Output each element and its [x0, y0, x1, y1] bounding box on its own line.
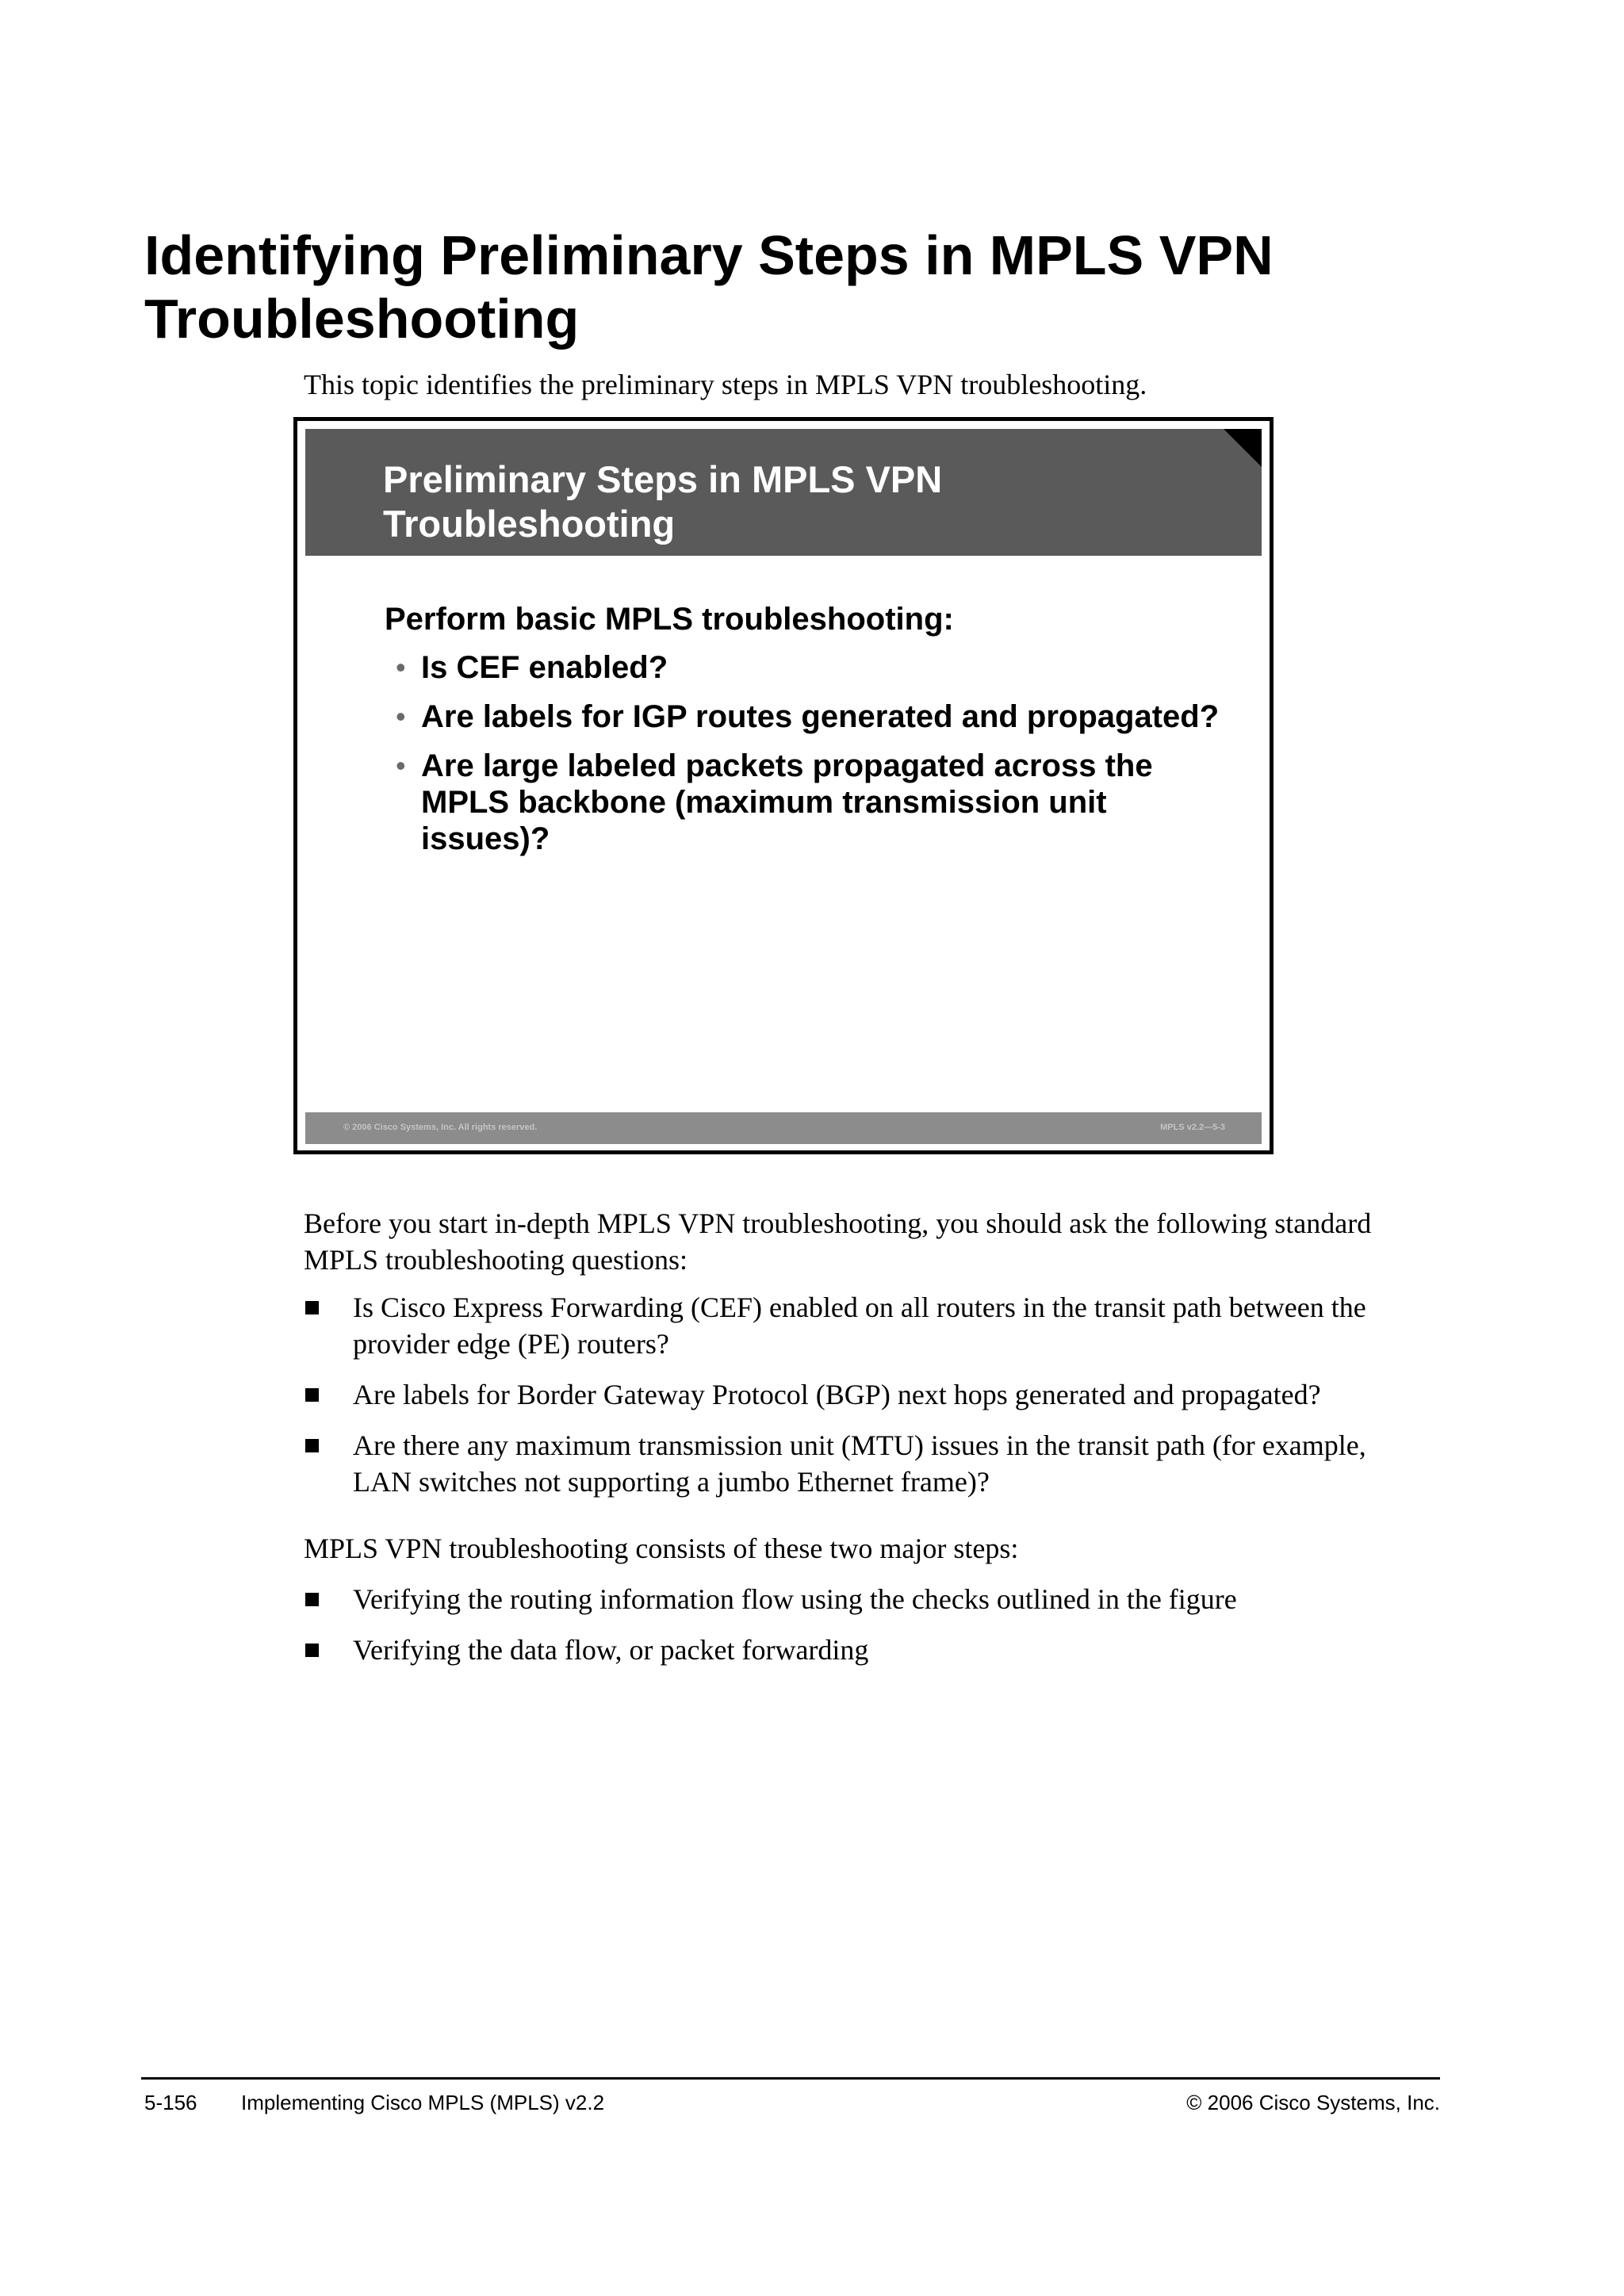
footer-page-number: 5-156: [144, 2091, 197, 2114]
body-paragraph: Before you start in-depth MPLS VPN troubleshooting, you should ask the following standard MPLS troubleshooting questions:: [304, 1207, 1372, 1276]
slide-title: Preliminary Steps in MPLS VPN Troubleshooting: [383, 458, 943, 545]
slide-lead: Perform basic MPLS troubleshooting:: [385, 602, 954, 637]
list-item: Is Cisco Express Forwarding (CEF) enabled on all routers in the transit path between the provider edge (PE) routers?: [304, 1289, 1430, 1362]
footer-copyright: © 2006 Cisco Systems, Inc.: [1186, 2091, 1440, 2114]
bullet-dot-icon: •: [396, 700, 406, 733]
slide-corner-triangle: [1224, 429, 1262, 467]
page-title: Identifying Preliminary Steps in MPLS VPN Troubleshooting: [144, 224, 1274, 350]
bullet-dot-icon: •: [396, 651, 406, 683]
slide-figure: [293, 417, 1274, 1154]
slide-bullet: • Is CEF enabled?: [396, 650, 668, 685]
list-item: Verifying the data flow, or packet forwarding: [304, 1632, 1430, 1668]
slide-bullet: • Are large labeled packets propagated across the MPLS backbone (maximum transmission unit issues)?: [396, 748, 1153, 856]
steps-list: [304, 1581, 1430, 1682]
footer-course-title: Implementing Cisco MPLS (MPLS) v2.2: [241, 2091, 605, 2114]
slide-bullet-list: [385, 649, 1241, 857]
square-bullet-icon: [305, 1593, 319, 1606]
intro-text: This topic identifies the preliminary steps in MPLS VPN troubleshooting.: [304, 369, 1147, 400]
list-item: Are labels for Border Gateway Protocol (BGP) next hops generated and propagated?: [304, 1376, 1430, 1413]
slide-header: [305, 429, 1262, 556]
list-item: Verifying the routing information flow using the checks outlined in the figure: [304, 1581, 1430, 1617]
list-item: Are there any maximum transmission unit (MTU) issues in the transit path (for example, LAN switches not supporting a jumbo Ethernet frame)?: [304, 1427, 1430, 1500]
slide-bullet: • Are labels for IGP routes generated and propagated?: [396, 699, 1220, 734]
slide-footer: [305, 1112, 1262, 1144]
footer-divider: [141, 2077, 1440, 2080]
slide-footer-copyright: © 2006 Cisco Systems, Inc. All rights reserved.: [343, 1123, 538, 1132]
square-bullet-icon: [305, 1388, 319, 1402]
bullet-dot-icon: •: [396, 749, 406, 782]
body-paragraph: MPLS VPN troubleshooting consists of these two major steps:: [304, 1533, 1019, 1564]
question-list: [304, 1289, 1430, 1514]
slide-footer-code: MPLS v2.2—5-3: [1160, 1123, 1225, 1132]
square-bullet-icon: [305, 1301, 319, 1314]
slide-body: [385, 600, 1241, 870]
square-bullet-icon: [305, 1439, 319, 1452]
square-bullet-icon: [305, 1644, 319, 1657]
